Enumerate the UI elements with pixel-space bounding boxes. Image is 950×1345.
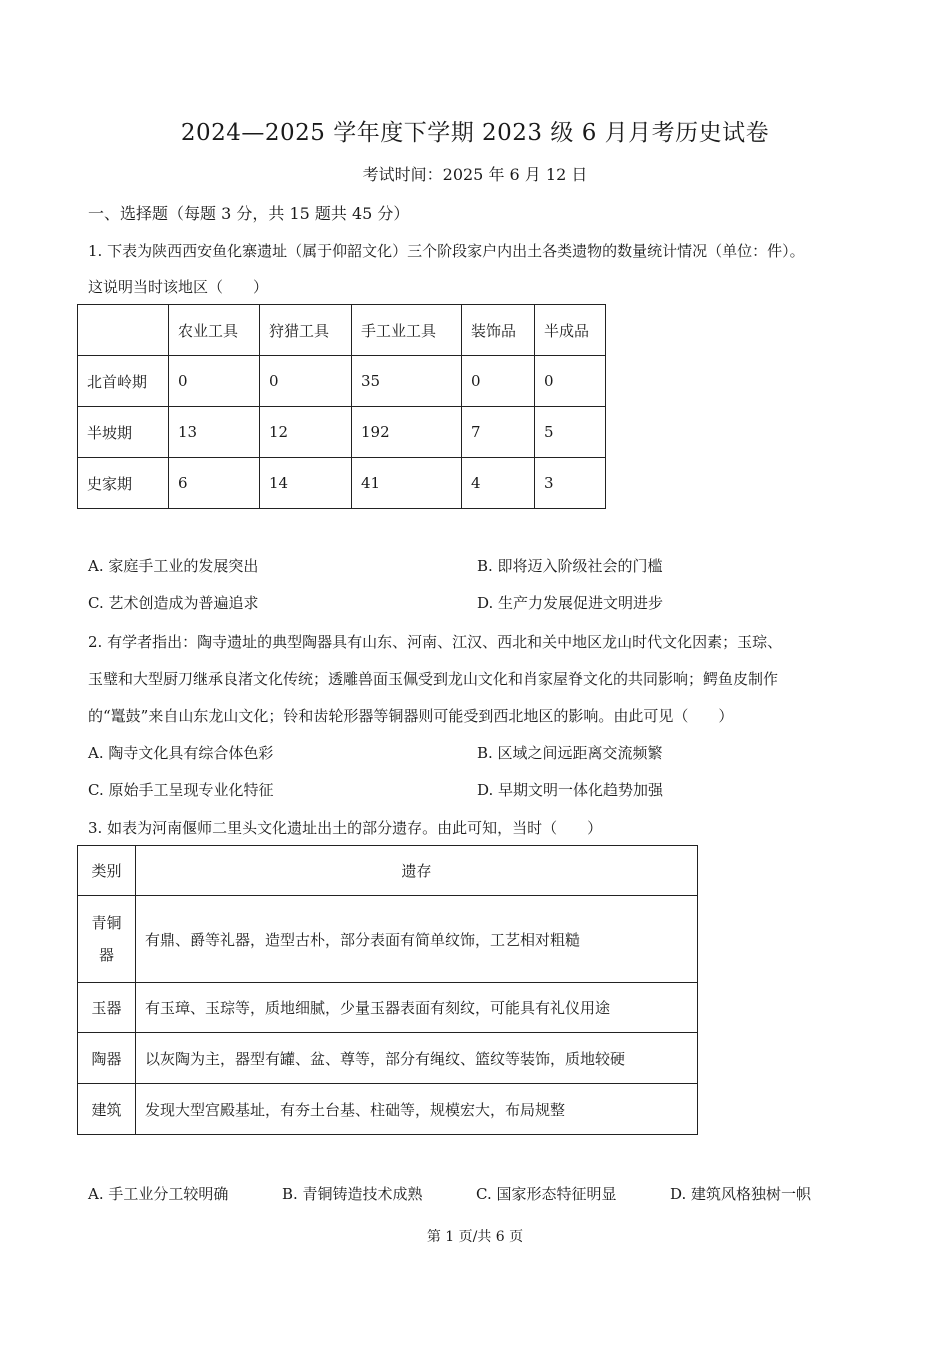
page-title: 2024—2025 学年度下学期 2023 级 6 月月考历史试卷 xyxy=(180,120,770,146)
table-cell: 0 xyxy=(462,356,535,407)
q3-option-b[interactable]: B. 青铜铸造技术成熟 xyxy=(282,1185,423,1203)
category-line: 器 xyxy=(98,946,114,964)
q2-stem-line2: 玉璧和大型厨刀继承良渚文化传统；透雕兽面玉佩受到龙山文化和肖家屋脊文化的共同影响；鳄鱼皮制作 xyxy=(88,670,779,688)
table-cell: 0 xyxy=(535,356,606,407)
q2-option-d[interactable]: D. 早期文明一体化趋势加强 xyxy=(477,781,664,799)
q2-stem-line3: 的“鼍鼓”来自山东龙山文化；铃和齿轮形器等铜器则可能受到西北地区的影响。由此可见（ ） xyxy=(88,707,734,725)
q2-stem-line1: 2. 有学者指出：陶寺遗址的典型陶器具有山东、河南、江汉、西北和关中地区龙山时代文化因素；玉琮、 xyxy=(88,633,783,651)
q1-option-d[interactable]: D. 生产力发展促进文明进步 xyxy=(477,594,664,612)
category-line: 青铜 xyxy=(91,914,122,932)
table-cell: 3 xyxy=(535,458,606,509)
exam-time: 考试时间：2025 年 6 月 12 日 xyxy=(362,165,588,184)
table-row xyxy=(78,407,606,458)
table-row xyxy=(78,356,606,407)
table-row xyxy=(78,458,606,509)
table-header-cell: 装饰品 xyxy=(462,305,535,356)
table-cell xyxy=(78,896,136,983)
table-header-cell: 狩猎工具 xyxy=(260,305,352,356)
table-cell: 192 xyxy=(352,407,462,458)
table-header-row xyxy=(78,305,606,356)
section-heading: 一、选择题（每题 3 分，共 15 题共 45 分） xyxy=(88,204,410,223)
q2-option-a[interactable]: A. 陶寺文化具有综合体色彩 xyxy=(88,744,274,762)
table-header-cell: 农业工具 xyxy=(169,305,260,356)
table-header-cell xyxy=(78,305,169,356)
q3-option-d[interactable]: D. 建筑风格独树一帜 xyxy=(670,1185,812,1203)
table-row xyxy=(78,983,698,1033)
q3-stem-line1: 3. 如表为河南偃师二里头文化遗址出土的部分遗存。由此可知，当时（ ） xyxy=(88,819,603,837)
table-row xyxy=(78,1033,698,1084)
q1-option-b[interactable]: B. 即将迈入阶级社会的门槛 xyxy=(477,557,663,575)
table-cell: 0 xyxy=(260,356,352,407)
table-cell: 0 xyxy=(169,356,260,407)
table-cell: 12 xyxy=(260,407,352,458)
q3-option-a[interactable]: A. 手工业分工较明确 xyxy=(88,1185,229,1203)
q1-option-a[interactable]: A. 家庭手工业的发展突出 xyxy=(88,557,259,575)
table-row xyxy=(78,896,698,983)
q1-option-c[interactable]: C. 艺术创造成为普遍追求 xyxy=(88,594,259,612)
q3-option-c[interactable]: C. 国家形态特征明显 xyxy=(476,1185,617,1203)
table-cell: 北首岭期 xyxy=(78,356,169,407)
q3-table xyxy=(77,845,698,1135)
table-header-cell: 半成品 xyxy=(535,305,606,356)
table-cell: 7 xyxy=(462,407,535,458)
table-cell: 有鼎、爵等礼器，造型古朴，部分表面有简单纹饰，工艺相对粗糙 xyxy=(136,896,698,983)
table-header-row xyxy=(78,846,698,896)
table-cell: 41 xyxy=(352,458,462,509)
q1-stem-line1: 1. 下表为陕西西安鱼化寨遗址（属于仰韶文化）三个阶段家户内出土各类遗物的数量统计情况（单位：件）。 xyxy=(88,242,805,260)
table-cell: 4 xyxy=(462,458,535,509)
page-number: 第 1 页/共 6 页 xyxy=(426,1229,524,1245)
table-cell: 建筑 xyxy=(78,1084,136,1135)
table-cell: 6 xyxy=(169,458,260,509)
q2-option-b[interactable]: B. 区域之间远距离交流频繁 xyxy=(477,744,663,762)
table-cell: 5 xyxy=(535,407,606,458)
table-cell: 陶器 xyxy=(78,1033,136,1084)
table-cell: 35 xyxy=(352,356,462,407)
table-cell: 发现大型宫殿基址，有夯土台基、柱础等，规模宏大，布局规整 xyxy=(136,1084,698,1135)
q2-option-c[interactable]: C. 原始手工呈现专业化特征 xyxy=(88,781,274,799)
q1-stem-line2: 这说明当时该地区（ ） xyxy=(88,278,269,296)
table-cell: 以灰陶为主，器型有罐、盆、尊等，部分有绳纹、篮纹等装饰，质地较硬 xyxy=(136,1033,698,1084)
table-cell: 半坡期 xyxy=(78,407,169,458)
table-cell: 14 xyxy=(260,458,352,509)
q1-table xyxy=(77,304,606,509)
table-row xyxy=(78,1084,698,1135)
table-header-cell: 类别 xyxy=(78,846,136,896)
table-cell: 史家期 xyxy=(78,458,169,509)
table-cell: 13 xyxy=(169,407,260,458)
table-header-cell: 手工业工具 xyxy=(352,305,462,356)
table-header-cell: 遗存 xyxy=(136,846,698,896)
table-cell: 有玉璋、玉琮等，质地细腻，少量玉器表面有刻纹，可能具有礼仪用途 xyxy=(136,983,698,1033)
table-cell: 玉器 xyxy=(78,983,136,1033)
